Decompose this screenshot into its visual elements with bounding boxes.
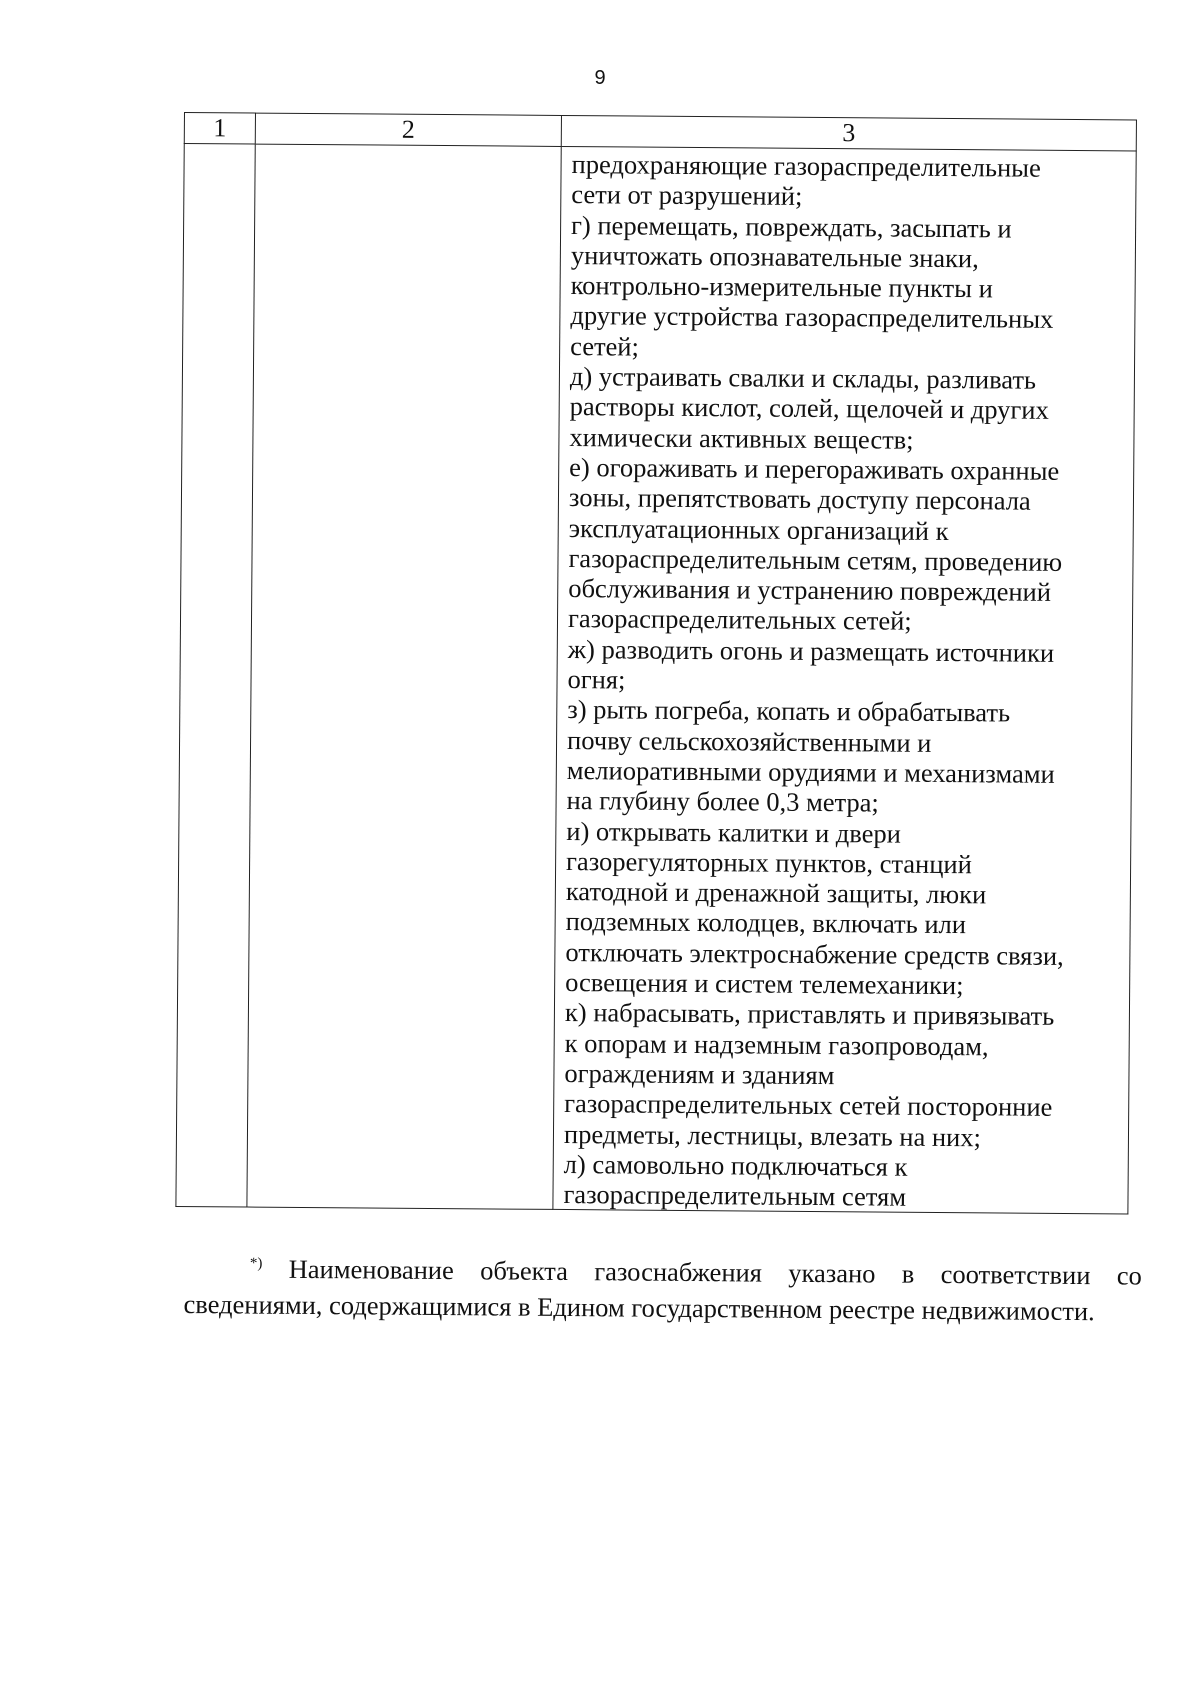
text-line: уничтожать опознавательные знаки,: [570, 239, 979, 274]
text-line: газораспределительных сетей посторонние: [564, 1088, 1053, 1123]
text-line: газораспределительных сетей;: [567, 603, 912, 637]
text-line: ограждениям и зданиям: [564, 1057, 835, 1091]
document-table: [175, 112, 1137, 1215]
text-line: зоны, препятствовать доступу персонала: [568, 482, 1031, 516]
text-line: к опорам и надземным газопроводам,: [564, 1027, 989, 1061]
text-line: обслуживания и устранению повреждений: [568, 573, 1052, 607]
text-line: з) рыть погреба, копать и обрабатывать: [567, 694, 1011, 728]
text-line: растворы кислот, солей, щелочей и других: [569, 391, 1049, 426]
footnote-text: Наименование объекта газоснабжения указано в соответствии со сведениями, содержащимися в Едином государственном реестре недвижимости.: [183, 1253, 1142, 1327]
text-line: газорегуляторных пунктов, станций: [566, 845, 972, 880]
text-line: газораспределительным сетям, проведению: [568, 542, 1063, 577]
table-header-col-2: 2: [255, 113, 561, 146]
text-line: предметы, лестницы, влезать на них;: [563, 1118, 982, 1152]
text-line: к) набрасывать, приставлять и привязывать: [564, 997, 1055, 1032]
table-cell-col-1: [176, 144, 255, 1208]
text-line: сети от разрушений;: [571, 179, 803, 212]
text-line: другие устройства газораспределительных: [570, 300, 1054, 335]
table-header-col-1: 1: [184, 113, 255, 145]
table-cell-col-3: [553, 146, 1136, 1214]
footnote-marker: *): [249, 1255, 263, 1272]
text-line: газораспределительным сетям: [563, 1179, 907, 1212]
table-header-col-3: 3: [561, 115, 1136, 151]
footnote-paragraph: [183, 1250, 1142, 1330]
text-line: предохраняющие газораспределительные: [571, 149, 1041, 183]
text-line: мелиоративными орудиями и механизмами: [566, 754, 1055, 789]
text-line: подземных колодцев, включать или: [565, 906, 967, 940]
text-line: освещения и систем телемеханики;: [565, 967, 964, 1001]
text-line: сетей;: [570, 330, 640, 362]
text-line: контрольно-измерительные пункты и: [570, 270, 993, 304]
text-line: и) открывать калитки и двери: [566, 815, 902, 849]
text-line: катодной и дренажной защиты, люки: [565, 876, 987, 910]
text-line: л) самовольно подключаться к: [563, 1148, 908, 1182]
text-line: химически активных веществ;: [569, 421, 914, 455]
text-line: на глубину более 0,3 метра;: [566, 785, 879, 818]
text-line: огня;: [567, 664, 626, 695]
footnote: [183, 1250, 1142, 1330]
text-line: д) устраивать свалки и склады, разливать: [569, 361, 1037, 395]
text-line: е) огораживать и перегораживать охранные: [569, 452, 1060, 486]
text-line: почву сельскохозяйственными и: [566, 724, 932, 758]
text-line: ж) разводить огонь и размещать источники: [567, 633, 1055, 668]
page-number: 9: [594, 67, 606, 89]
text-line: г) перемещать, повреждать, засыпать и: [571, 209, 1012, 244]
text-line: эксплуатационных организаций к: [568, 512, 949, 546]
table-row: [176, 144, 1136, 1215]
text-line: отключать электроснабжение средств связи,: [565, 936, 1064, 971]
table-cell-col-2: [247, 144, 561, 1210]
